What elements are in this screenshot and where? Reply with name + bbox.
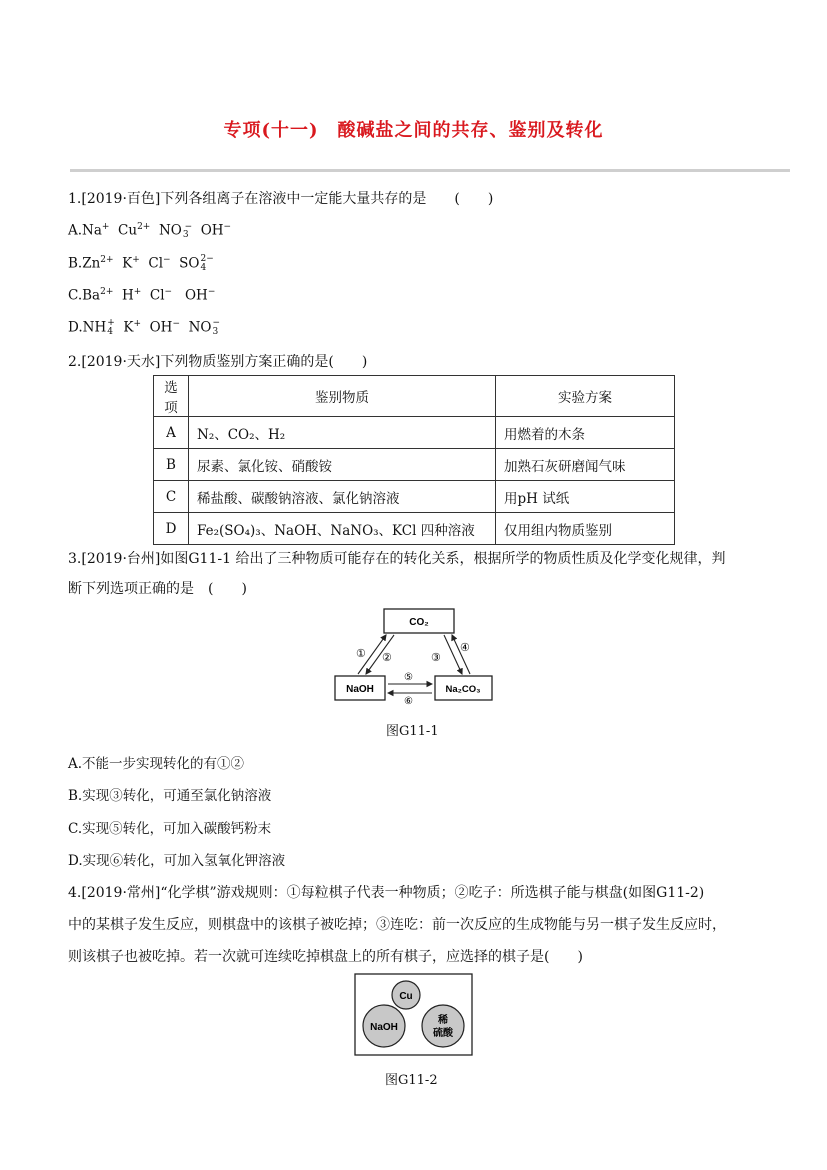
q3-option-a: A.不能一步实现转化的有①② <box>68 756 245 772</box>
label-3: ③ <box>431 651 441 664</box>
header-substances: 鉴别物质 <box>189 376 496 417</box>
q1-option-d: D.NH + 4 K+ OH− NO − 3 <box>68 318 220 337</box>
q3-option-b: B.实现③转化，可通至氯化钠溶液 <box>68 788 272 804</box>
q2-table <box>153 375 675 545</box>
row-substances: Fe₂(SO₄)₃、NaOH、NaNO₃、KCl 四种溶液 <box>189 513 496 545</box>
row-method: 用pH 试纸 <box>496 481 675 513</box>
piece-cu-label: Cu <box>399 991 413 1002</box>
table-row <box>154 449 675 481</box>
label-2: ② <box>382 651 392 664</box>
q4-stem-line2: 中的某棋子发生反应，则棋盘中的该棋子被吃掉；③连吃：前一次反应的生成物能与另一棋子发生反应时， <box>68 917 726 933</box>
row-substances: N₂、CO₂、H₂ <box>189 417 496 449</box>
figure-g11-1 <box>332 605 497 705</box>
co2-label: CO₂ <box>409 617 429 628</box>
row-method: 仅用组内物质鉴别 <box>496 513 675 545</box>
q3-option-d: D.实现⑥转化，可加入氢氧化钾溶液 <box>68 853 286 869</box>
row-substances: 尿素、氯化铵、硝酸铵 <box>189 449 496 481</box>
piece-acid-label-2: 硫酸 <box>433 1028 453 1039</box>
q4-stem-line3: 则该棋子也被吃掉。若一次就可连续吃掉棋盘上的所有棋子，应选择的棋子是( ) <box>68 949 583 965</box>
q1-option-a: A.Na+ $Cu^{2+}$ NO 3 − OH− <box>68 222 232 240</box>
row-option: B <box>154 449 189 481</box>
row-method: 加熟石灰研磨闻气味 <box>496 449 675 481</box>
row-option: A <box>154 417 189 449</box>
q2-stem: 2.[2019·天水]下列物质鉴别方案正确的是( ) <box>68 354 368 370</box>
q1-option-c: $C.Ba^{2+}$ H+ Cl− OH− <box>68 287 216 304</box>
label-6: ⑥ <box>404 696 413 705</box>
naoh-label: NaOH <box>346 684 374 695</box>
q4-stem-line1: 4.[2019·常州]“化学棋”游戏规则：①每粒棋子代表一种物质；②吃子：所选棋子能与棋盘(如图G11-2) <box>68 885 705 901</box>
q3-stem-line1: 3.[2019·台州]如图G11-1 给出了三种物质可能存在的转化关系，根据所学的物质性质及化学变化规律，判 <box>68 551 726 567</box>
table-row <box>154 513 675 545</box>
na2co3-label: Na₂CO₃ <box>445 684 481 695</box>
row-method: 用燃着的木条 <box>496 417 675 449</box>
q1-option-b: $B.Zn^{2+}$ K+ Cl− SO 2− 4 <box>68 254 214 273</box>
title-divider <box>70 169 790 172</box>
label-5: ⑤ <box>404 672 413 683</box>
figure-g11-2-caption: 图G11-2 <box>385 1073 438 1088</box>
q3-stem-line2: 断下列选项正确的是 ( ) <box>68 581 247 597</box>
table-row <box>154 481 675 513</box>
page-title: 专项(十一) 酸碱盐之间的共存、鉴别及转化 <box>223 120 604 141</box>
label-4: ④ <box>460 641 470 654</box>
header-option: 选项 <box>154 376 189 417</box>
piece-sulfuric-acid <box>422 1005 464 1047</box>
header-method: 实验方案 <box>496 376 675 417</box>
piece-acid-label-1: 稀 <box>438 1015 448 1026</box>
label-1: ① <box>356 647 366 660</box>
row-substances: 稀盐酸、碳酸钠溶液、氯化钠溶液 <box>189 481 496 513</box>
q3-option-c: C.实现⑤转化，可加入碳酸钙粉末 <box>68 821 272 837</box>
figure-g11-2 <box>354 973 474 1057</box>
q1-stem: 1.[2019·百色]下列各组离子在溶液中一定能大量共存的是 ( ) <box>68 191 494 207</box>
table-header-row <box>154 376 675 417</box>
piece-naoh-label: NaOH <box>370 1022 398 1033</box>
row-option: D <box>154 513 189 545</box>
figure-g11-1-caption: 图G11-1 <box>386 724 439 739</box>
table-row <box>154 417 675 449</box>
row-option: C <box>154 481 189 513</box>
